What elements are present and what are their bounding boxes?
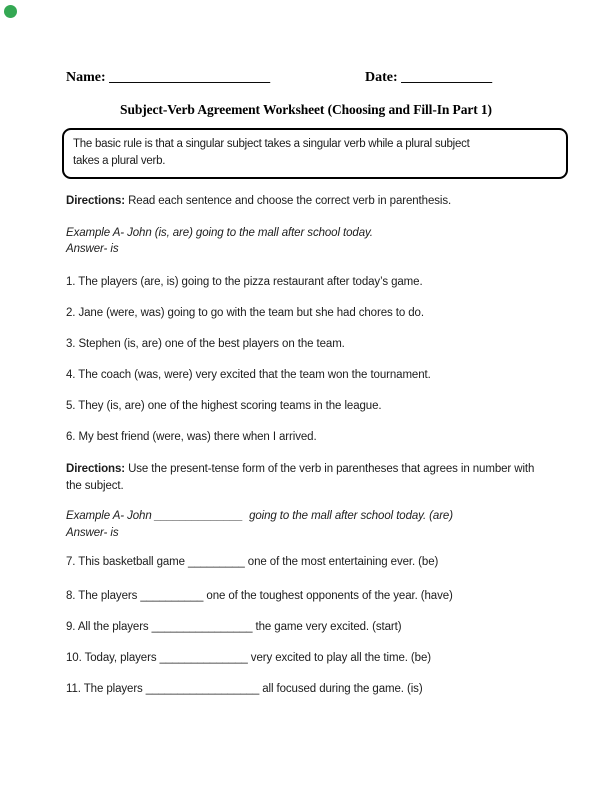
worksheet-item: 9. All the players ________________ the game very excited. (start) — [66, 621, 402, 633]
example-answer: Answer- is — [66, 527, 119, 539]
worksheet-item: 3. Stephen (is, are) one of the best players on the team. — [66, 338, 345, 350]
rule-text-line: The basic rule is that a singular subject takes a singular verb while a plural subject — [73, 138, 470, 150]
example-sentence: Example A- John ______________ going to the mall after school today. (are) — [66, 510, 453, 522]
directions-label: Directions: — [66, 195, 125, 207]
example-sentence: Example A- John (is, are) going to the mall after school today. — [66, 227, 373, 239]
worksheet-item: 5. They (is, are) one of the highest scoring teams in the league. — [66, 400, 382, 412]
name-field — [66, 70, 270, 86]
name-label: Name: — [66, 70, 110, 85]
directions-label: Directions: — [66, 463, 125, 475]
name-blank-line: _______________________ — [109, 70, 271, 85]
example-choosing — [66, 225, 373, 257]
worksheet-item: 10. Today, players ______________ very excited to play all the time. (be) — [66, 652, 431, 664]
date-field — [365, 70, 492, 86]
date-label: Date: — [365, 70, 402, 85]
date-blank-line: _____________ — [401, 70, 493, 85]
worksheet-item: 1. The players (are, is) going to the pizza restaurant after today’s game. — [66, 276, 423, 288]
directions-choosing — [66, 193, 556, 210]
directions-text: Use the present-tense form of the verb in parentheses that agrees in number with the subject. — [66, 463, 538, 492]
rule-text-line: takes a plural verb. — [73, 155, 166, 167]
worksheet-item: 8. The players __________ one of the toughest opponents of the year. (have) — [66, 590, 453, 602]
worksheet-item: 11. The players __________________ all focused during the game. (is) — [66, 683, 423, 695]
worksheet-item: 4. The coach (was, were) very excited that the team won the tournament. — [66, 369, 431, 381]
example-fill-in — [66, 508, 453, 542]
rule-box — [62, 128, 568, 179]
example-answer: Answer- is — [66, 243, 119, 255]
directions-text: Read each sentence and choose the correct verb in parenthesis. — [124, 195, 452, 207]
green-dot-marker — [4, 5, 17, 18]
directions-fill-in — [66, 461, 550, 495]
worksheet-item: 7. This basketball game _________ one of the most entertaining ever. (be) — [66, 556, 439, 568]
worksheet-item: 2. Jane (were, was) going to go with the team but she had chores to do. — [66, 307, 424, 319]
worksheet-title: Subject-Verb Agreement Worksheet (Choosing and Fill-In Part 1) — [120, 102, 492, 117]
worksheet-item: 6. My best friend (were, was) there when I arrived. — [66, 431, 317, 443]
